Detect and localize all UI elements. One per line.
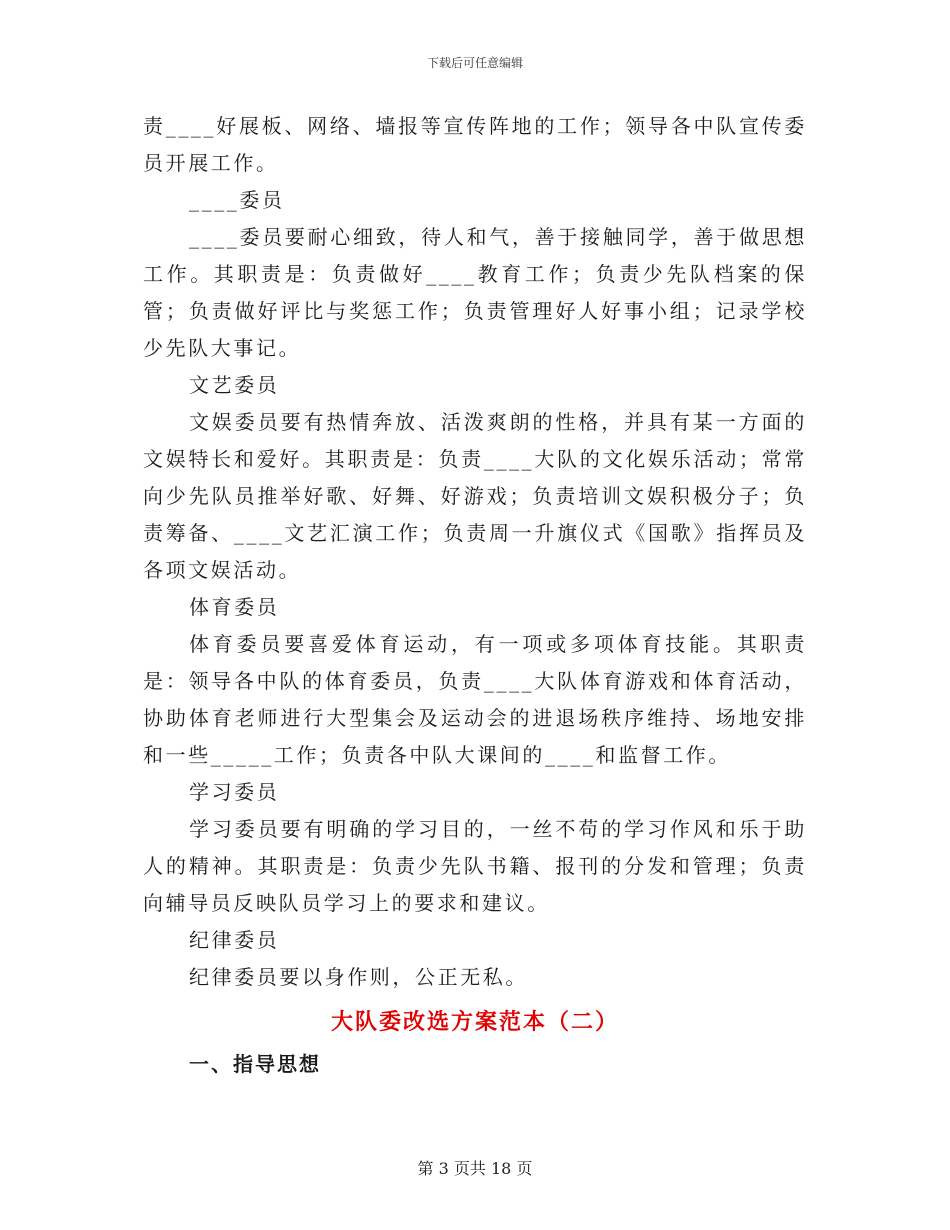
page-footer: 第 3 页共 18 页 <box>417 1159 533 1178</box>
paragraph-5: 文娱委员要有热情奔放、活泼爽朗的性格，并具有某一方面的文娱特长和爱好。其职责是：负责____大队的文化娱乐活动；常常向少先队员推举好歌、好舞、好游戏；负责培训文娱积极分子；负责筹备、____文艺汇演工作；负责周一升旗仪式《国歌》指挥员及各项文娱活动。 <box>143 410 807 582</box>
page-header: 下载后可任意编辑 <box>426 56 523 70</box>
paragraph-10: 纪律委员 <box>189 928 280 952</box>
paragraph-11: 纪律委员要以身作则，公正无私。 <box>189 965 528 989</box>
subsection-title: 一、指导思想 <box>189 1052 321 1076</box>
paragraph-8: 学习委员 <box>189 780 280 804</box>
paragraph-1: 责____好展板、网络、墙报等宣传阵地的工作；领导各中队宣传委员开展工作。 <box>143 114 807 175</box>
section-title: 大队委改选方案范本（二） <box>330 1009 619 1035</box>
paragraph-6: 体育委员 <box>189 595 280 619</box>
paragraph-7: 体育委员要喜爱体育运动，有一项或多项体育技能。其职责是：领导各中队的体育委员，负责____大队体育游戏和体育活动，协助体育老师进行大型集会及运动会的进退场秩序维持、场地安排和一些_____工作；负责各中队大课间的____和监督工作。 <box>143 632 807 767</box>
paragraph-9: 学习委员要有明确的学习目的，一丝不苟的学习作风和乐于助人的精神。其职责是：负责少先队书籍、报刊的分发和管理；负责向辅导员反映队员学习上的要求和建议。 <box>143 817 807 915</box>
paragraph-3: ____委员要耐心细致，待人和气，善于接触同学，善于做思想工作。其职责是：负责做好____教育工作；负责少先队档案的保管；负责做好评比与奖惩工作；负责管理好人好事小组；记录学校少先队大事记。 <box>143 225 807 360</box>
paragraph-2: ____委员 <box>189 188 285 212</box>
document-body <box>143 108 807 1084</box>
paragraph-4: 文艺委员 <box>189 373 280 397</box>
